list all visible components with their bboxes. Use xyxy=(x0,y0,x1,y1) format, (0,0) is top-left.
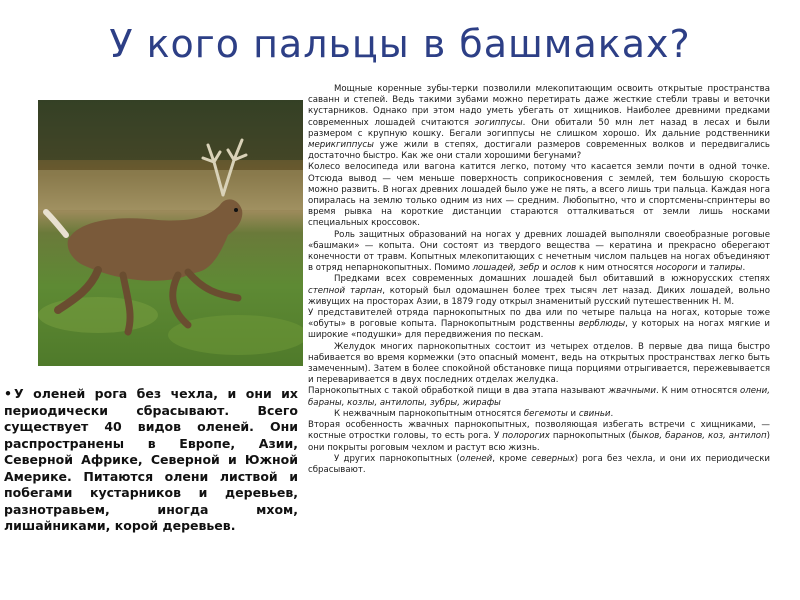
italic-term: степной тарпан xyxy=(308,285,383,296)
paragraph-text: У представителей отряда парнокопытных по два или по четыре пальца на ногах, которые тоже «обуты» в роговые копыта. Парнокопытным родственны xyxy=(308,308,770,330)
slide-title: У кого пальцы в башмаках? xyxy=(109,22,691,66)
italic-term: оленей xyxy=(459,453,493,464)
paragraph-text: и xyxy=(697,263,709,274)
paragraph-text: Предками всех современных домашних лошадей был обитавший в южнорусских степях xyxy=(334,274,770,285)
article-paragraph xyxy=(308,274,770,308)
italic-term: мерикгиппусы xyxy=(308,140,374,151)
deer-photo xyxy=(38,100,303,366)
italic-term: верблюды xyxy=(578,319,626,330)
italic-term: тапиры xyxy=(708,263,743,274)
paragraph-text: . Они обитали 50 млн лет назад в лесах и были размером с крупную кошку. Бегали эогиппусы не слишком хорошо. Их дальние родственники xyxy=(308,117,770,139)
italic-term: полорогих xyxy=(502,431,550,442)
paragraph-text: парнокопытных ( xyxy=(549,431,632,442)
paragraph-text: и xyxy=(567,408,579,419)
paragraph-text: . xyxy=(610,408,614,419)
bullet-icon: • xyxy=(4,386,12,401)
paragraph-text: У других парнокопытных ( xyxy=(334,453,460,464)
article-paragraph xyxy=(308,420,770,454)
paragraph-text: ) они покрыты роговым чехлом и растут всю жизнь. xyxy=(308,431,770,453)
deer-caption-text: У оленей рога без чехла, и они их периодически сбрасывают. Всего существует 40 видов оленей. Они распространены в Европе, Азии, Северной Африке, Северной и Южной Америке. Питаются олени листвой и побегами кустарников и деревьев, разнотравьем, иногда мхом, лишайниками, корой деревьев. xyxy=(4,386,298,533)
paragraph-text: и xyxy=(539,263,551,274)
article-paragraph xyxy=(308,386,770,408)
paragraph-text: Вторая особенность жвачных парнокопытных, позволяющая избегать встречи с хищниками, — костные отростки головы, то есть рога. У xyxy=(308,420,770,442)
article-paragraph xyxy=(308,162,770,229)
italic-term: северных xyxy=(531,453,575,464)
paragraph-text: . xyxy=(742,263,746,274)
paragraph-text: Колесо велосипеда или вагона катится легко, потому что касается земли почти в одной точке. Отсюда вывод — чем меньше поверхность соприкосновения с землей, тем большую скорость можно развить. В ногах древних лошадей было уже не пять, а всего лишь три пальца. Каждая нога опиралась на землю только одним из них — средним. Любопытно, что и спортсмены-спринтеры во время рывка на короткие дистанции стараются отталкиваться от земли лишь носками специальных кроссовок. xyxy=(308,162,770,229)
deer-image xyxy=(38,100,303,366)
paragraph-text: Желудок многих парнокопытных состоит из четырех отделов. В первые два пища быстро набивается во время кормежки (это опасный момент, ведь на открытых пространствах легко быть замеченным). Затем в более спокойной обстановке пища порциями отрыгивается, пережевывается и переваривается в двух последних отделах желудка. xyxy=(308,341,770,386)
article-paragraph xyxy=(308,84,770,162)
italic-term: бегемоты xyxy=(523,408,568,419)
deer-caption xyxy=(4,386,298,535)
italic-term: эогиппусы xyxy=(474,117,523,128)
article-paragraph xyxy=(308,342,770,387)
article-text xyxy=(308,84,770,600)
paragraph-text: Роль защитных образований на ногах у древних лошадей выполняли своеобразные роговые «башмаки» — копыта. Они состоят из твердого вещества — кератина и прекрасно оберегают конечности от травм. Копытных млекопитающих с нечетным числом пальцев на ногах объединяют в отряд непарнокопытных. Помимо xyxy=(308,229,770,274)
article-paragraph xyxy=(308,454,770,476)
paragraph-text: к ним относятся xyxy=(576,263,656,274)
article-paragraph xyxy=(308,409,770,420)
italic-term: быков, баранов, коз, антилоп xyxy=(631,431,767,442)
paragraph-text: уже жили в степях, достигали размеров современных волков и передвигались достаточно быстро. Как же они стали хорошими бегунами? xyxy=(308,140,770,162)
paragraph-text: , у которых на ногах мягкие и широкие «подушки» для передвижения по пескам. xyxy=(308,319,770,341)
article-paragraph xyxy=(308,230,770,275)
italic-term: носороги xyxy=(655,263,698,274)
article-paragraph xyxy=(308,308,770,342)
paragraph-text: К нежвачным парнокопытным относятся xyxy=(334,408,524,419)
italic-term: лошадей, зебр xyxy=(472,263,540,274)
paragraph-text: Мощные коренные зубы-терки позволили млекопитающим освоить открытые пространства саванн и степей. Ведь такими зубами можно перетирать даже жесткие стебли травы и веточки кустарников. Однако при этом надо уметь убегать от хищников. Наиболее древними предками современных лошадей считаются xyxy=(308,84,770,128)
italic-term: олени, бараны, козлы, антилопы, зубры, жирафы xyxy=(308,386,770,408)
paragraph-text: . К ним относятся xyxy=(655,386,741,397)
paragraph-text: , который был одомашнен более трех тысяч лет назад. Диких лошадей, вольно живущих на просторах Азии, в 1879 году открыл знаменитый русский путешественник Н. М. xyxy=(308,285,770,307)
italic-term: жвачными xyxy=(608,386,656,397)
paragraph-text: ) рога без чехла, и они их периодически сбрасывают. xyxy=(308,453,770,475)
paragraph-text: Парнокопытных с такой обработкой пищи в два этапа называют xyxy=(308,386,609,397)
italic-term: свиньи xyxy=(578,408,611,419)
paragraph-text: , кроме xyxy=(492,453,532,464)
italic-term: ослов xyxy=(550,263,577,274)
